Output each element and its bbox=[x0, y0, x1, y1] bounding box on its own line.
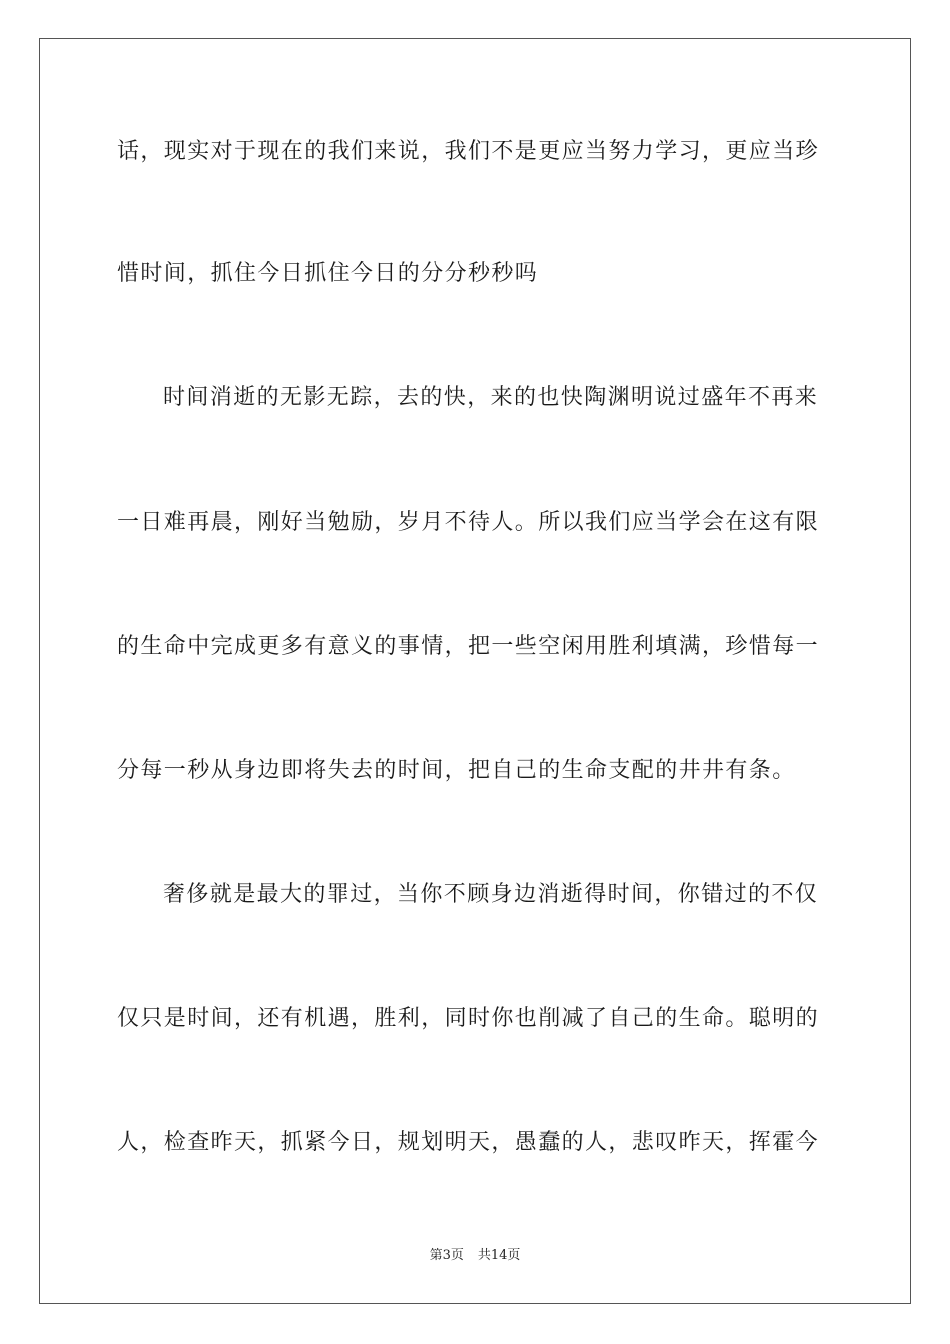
page-number: 第3页 bbox=[429, 1248, 464, 1263]
text-line-4: 一日难再晨，刚好当勉励，岁月不待人。所以我们应当学会在这有限 bbox=[117, 510, 820, 535]
text-line-2: 惜时间，抓住今日抓住今日的分分秒秒吗 bbox=[117, 261, 539, 286]
text-line-5: 的生命中完成更多有意义的事情，把一些空闲用胜利填满，珍惜每一 bbox=[117, 634, 820, 659]
text-line-3: 时间消逝的无影无踪，去的快，来的也快陶渊明说过盛年不再来 bbox=[163, 385, 819, 410]
page-border bbox=[39, 38, 911, 1304]
text-line-9: 人，检查昨天，抓紧今日，规划明天，愚蠢的人，悲叹昨天，挥霍今 bbox=[117, 1130, 820, 1155]
text-line-6: 分每一秒从身边即将失去的时间，把自己的生命支配的井井有条。 bbox=[117, 758, 796, 783]
text-line-1: 话，现实对于现在的我们来说，我们不是更应当努力学习，更应当珍 bbox=[117, 139, 820, 164]
text-line-7: 奢侈就是最大的罪过，当你不顾身边消逝得时间，你错过的不仅 bbox=[163, 882, 819, 907]
page-total: 共14页 bbox=[477, 1248, 521, 1263]
text-line-8: 仅只是时间，还有机遇，胜利，同时你也削减了自己的生命。聪明的 bbox=[117, 1006, 820, 1031]
page-footer bbox=[0, 1247, 950, 1265]
